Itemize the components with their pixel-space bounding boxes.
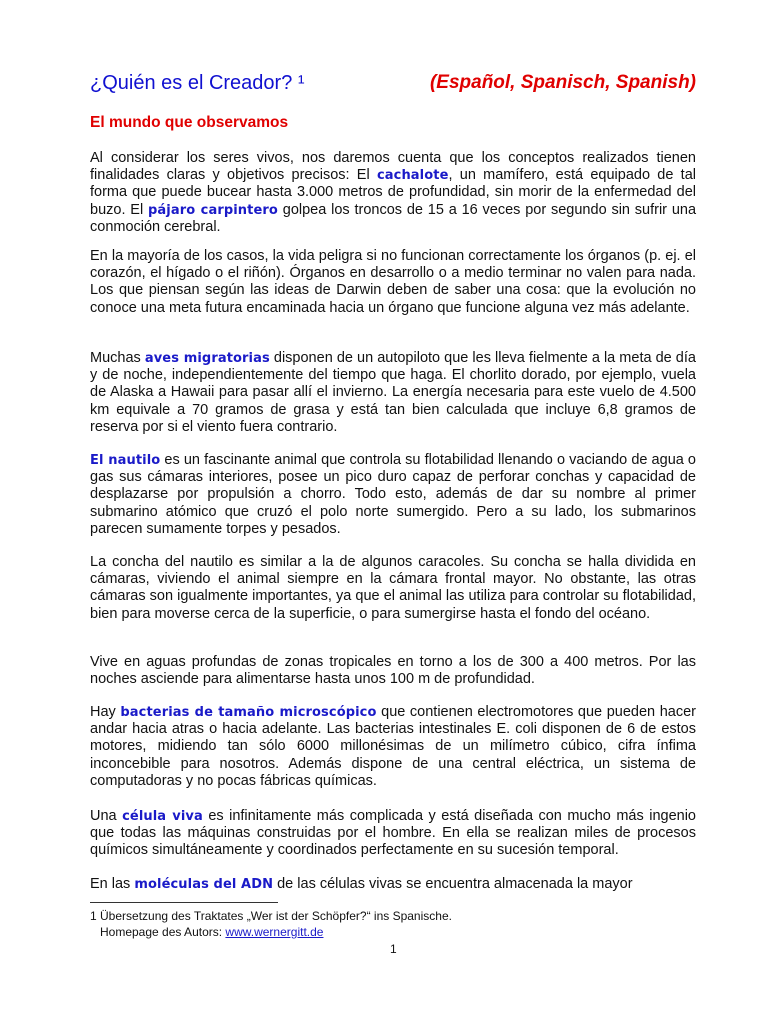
- paragraph-5: La concha del nautilo es similar a la de algunos caracoles. Su concha se halla dividida en cámaras, viviendo el animal siempre en la cámara frontal mayor. No obstante, las otras cámaras son igualmente importantes, ya que el animal las utiliza para controlar su flotabilidad, bien para moverse cerca de la superficie, o para sumergirse hasta el fondo del océano.: [90, 554, 696, 622]
- highlight-term: cachalote: [376, 168, 449, 184]
- title-row: [90, 72, 696, 98]
- highlight-term: pájaro carpintero: [148, 202, 278, 218]
- section-heading: El mundo que observamos: [90, 114, 289, 131]
- homepage-link[interactable]: www.wernergitt.de: [225, 925, 324, 939]
- paragraph-2: En la mayoría de los casos, la vida peligra si no funcionan correctamente los órganos (p. ej. el corazón, el hígado o el riñón). Órganos en desarrollo o a medio terminar no valen para nada. Los que piensan según las ideas de Darwin deben de saber una cosa: que la evolución no conoce una meta futura encaminada hacia un órgano que funcione alguna vez más adelante.: [90, 248, 696, 316]
- paragraph-text: que contienen electromotores que pueden hacer andar hacia atras o hacia adelante. Las bacterias intestinales E. coli disponen de 6 de estos motores, midiendo tan sólo 6000 millonésimas de un milímetro cúbico, cifra ínfima inconcebible para nosotros. Además dispone de una central eléctrica, un sistema de computadoras y no pocas fábricas químicas.: [90, 704, 696, 789]
- paragraph-7: [90, 704, 696, 790]
- paragraph-text: golpea los troncos de 15 a 16 veces por segundo sin sufrir una conmoción cerebral.: [90, 201, 697, 235]
- paragraph-6: Vive en aguas profundas de zonas tropicales en torno a los de 300 a 400 metros. Por las noches asciende para alimentarse hasta unos 100 m de profundidad.: [90, 654, 696, 688]
- language-note: (Español, Spanisch, Spanish): [429, 72, 696, 93]
- page-number: 1: [390, 942, 397, 956]
- highlight-term: bacterias de tamaño microscópico: [120, 705, 377, 720]
- footnote-divider: [90, 902, 278, 903]
- paragraph-text: Hay: [90, 704, 121, 720]
- paragraph-text: En las: [90, 876, 135, 892]
- highlight-term: aves migratorias: [144, 351, 270, 366]
- paragraph-1: [90, 150, 696, 236]
- footnote-line-2: [90, 924, 452, 940]
- paragraph-4: [90, 452, 696, 538]
- paragraph-text: Al considerar los seres vivos, nos daremos cuenta que los conceptos realizados tienen finalidades claras y objetivos precisos: El: [90, 150, 696, 184]
- paragraph-3: [90, 350, 696, 436]
- paragraph-text: Muchas: [90, 350, 145, 366]
- paragraph-9: [90, 876, 696, 893]
- page-title: ¿Quién es el Creador? ¹: [90, 72, 305, 94]
- highlight-term: célula viva: [122, 809, 203, 824]
- highlight-term: moléculas del ADN: [134, 877, 274, 892]
- footnote-homepage-label: Homepage des Autors:: [100, 925, 226, 939]
- paragraph-text: es un fascinante animal que controla su flotabilidad llenando o vaciando de agua o gas sus cámaras interiores, posee un pico duro capaz de perforar conchas y capacidad de desplazarse por propulsión a chorro. Todo esto, además de dar su nombre al primer submarino atómico que cruzó el polo norte sumergido. Pero a su lado, los submarinos parecen sumamente torpes y pesados.: [90, 452, 696, 537]
- paragraph-text: disponen de un autopiloto que les lleva fielmente a la meta de día y de noche, independientemente del tiempo que haga. El chorlito dorado, por ejemplo, vuela de Alaska a Hawaii para pasar allí el invierno. La energía necesaria para este vuelo de 4.500 km equivale a 70 gramos de grasa y está tan bien calculada que incluye 6,8 gramos de reserva por si el viento fuera contrario.: [90, 350, 696, 435]
- footnote-line-1: 1 Übersetzung des Traktates „Wer ist der Schöpfer?“ ins Spanische.: [90, 909, 452, 923]
- footnote: [90, 908, 452, 940]
- paragraph-8: [90, 808, 696, 860]
- paragraph-text: Una: [90, 808, 123, 824]
- paragraph-text: , un mamífero, está equipado de tal forma que puede bucear hasta 3.000 metros de profundidad, sin morir de la enfermedad del buzo. El: [90, 167, 696, 218]
- paragraph-text: es infinitamente más complicada y está diseñada con mucho más ingenio que todas las máquinas construidas por el hombre. En ella se realizan miles de procesos químicos simultáneamente y coordinados perfectamente en su sucesión temporal.: [90, 808, 696, 859]
- paragraph-text: de las células vivas se encuentra almacenada la mayor: [273, 876, 633, 892]
- highlight-term: El nautilo: [90, 453, 161, 468]
